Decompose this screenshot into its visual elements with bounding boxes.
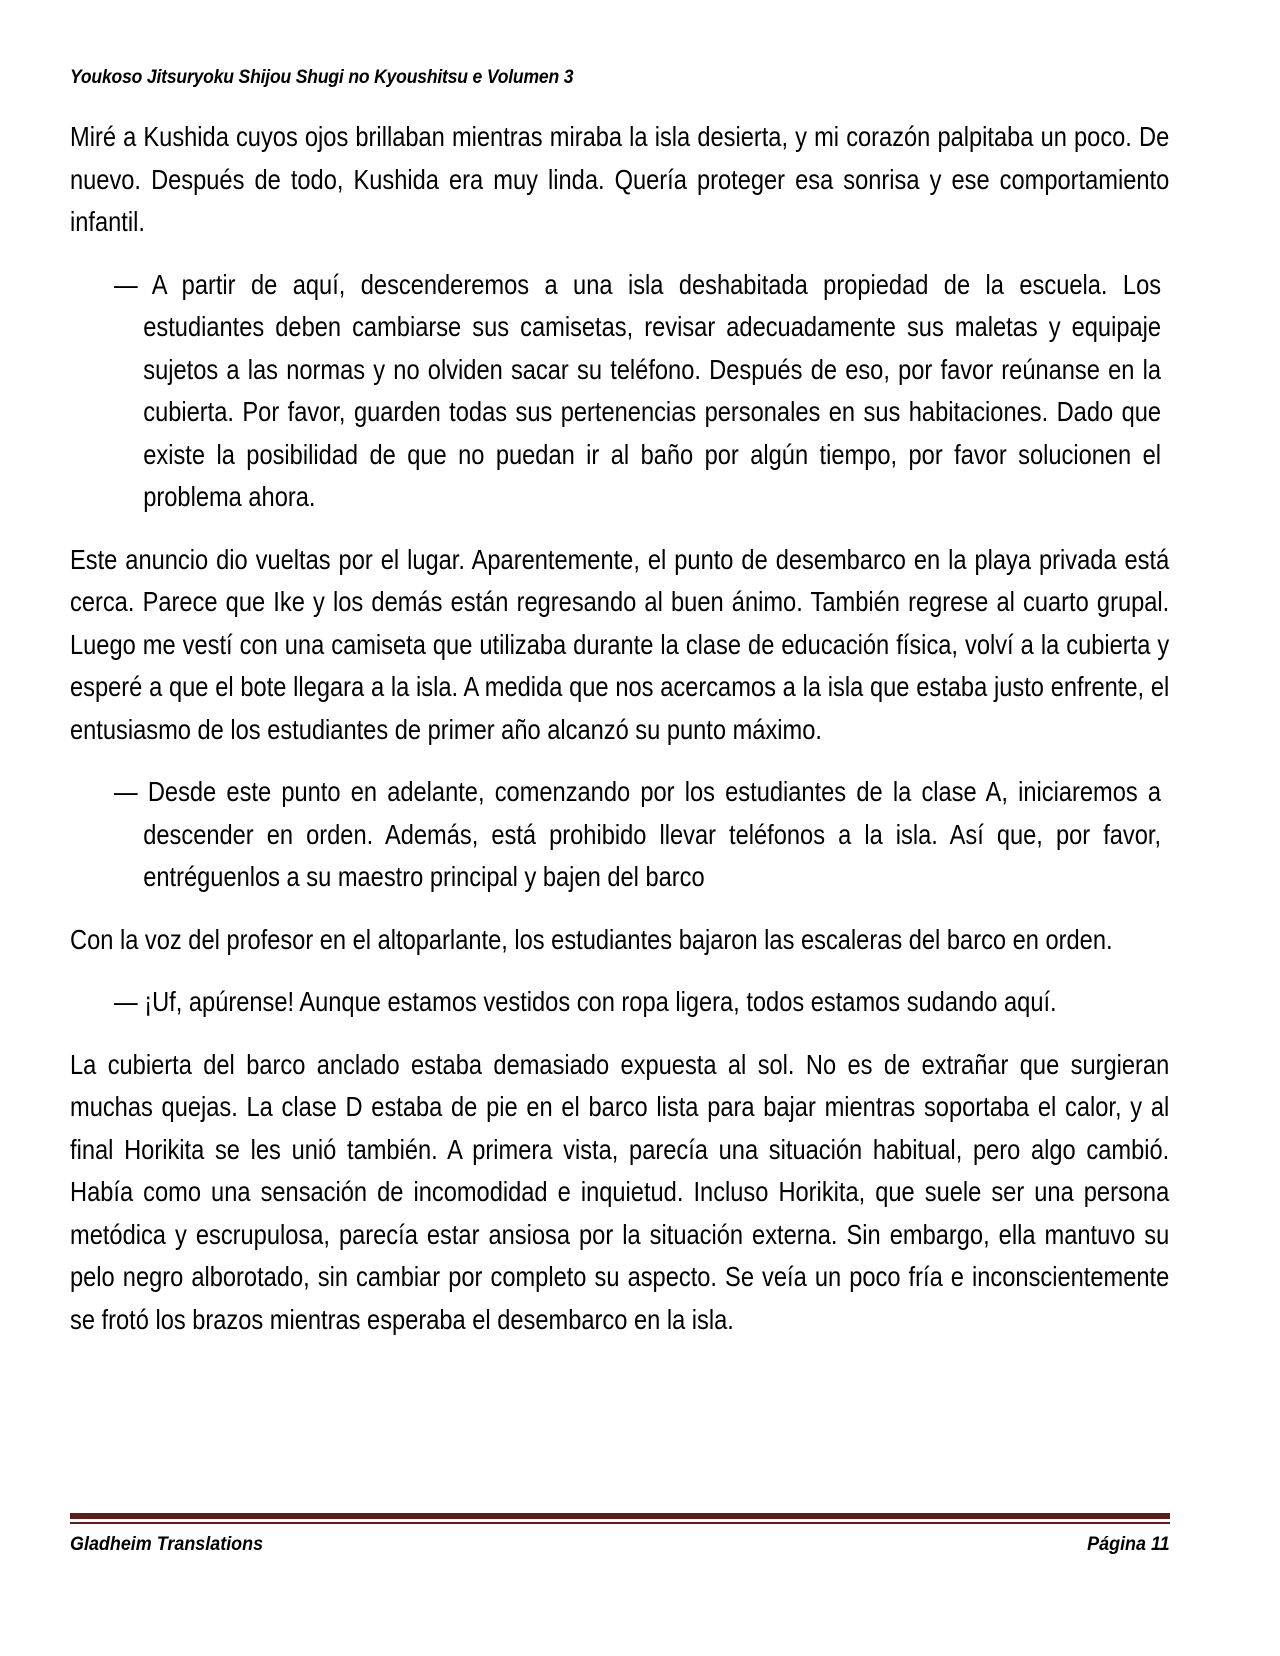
document-header-title: Youkoso Jitsuryoku Shijou Shugi no Kyoushitsu e Volumen 3 (70, 66, 574, 88)
dialogue-block-2 (70, 771, 1170, 899)
document-body (70, 116, 1170, 1341)
dialogue-line-3: — ¡Uf, apúrense! Aunque estamos vestidos con ropa ligera, todos estamos sudando aquí. (114, 986, 1057, 1017)
footer-page-number: Página 11 (1087, 1533, 1170, 1555)
document-footer (70, 1533, 1170, 1556)
footer-rule-thin (70, 1522, 1170, 1524)
paragraph-2: Este anuncio dio vueltas por el lugar. Aparentemente, el punto de desembarco en la playa privada está cerca. Parece que Ike y los demás están regresando al buen ánimo. También regrese al cuarto grupal. Luego me vestí con una camiseta que utilizaba durante la clase de educación física, volví a la cubierta y esperé a que el bote llegara a la isla. A medida que nos acercamos a la isla que estaba justo enfrente, el entusiasmo de los estudiantes de primer año alcanzó su punto máximo. (70, 543, 1170, 745)
footer-divider (70, 1513, 1170, 1524)
dialogue-line-2: — Desde este punto en adelante, comenzando por los estudiantes de la clase A, iniciaremos a descender en orden. Además, está prohibido llevar teléfonos a la isla. Así que, por favor, entréguenlos a su maestro principal y bajen del barco (114, 776, 1162, 892)
paragraph-1: Miré a Kushida cuyos ojos brillaban mientras miraba la isla desierta, y mi corazón palpitaba un poco. De nuevo. Después de todo, Kushida era muy linda. Quería proteger esa sonrisa y ese comportamiento infantil. (70, 121, 1170, 237)
dialogue-block-1 (70, 264, 1170, 519)
dialogue-line-1: — A partir de aquí, descenderemos a una isla deshabitada propiedad de la escuela. Los estudiantes deben cambiarse sus camisetas, revisar adecuadamente sus maletas y equipaje sujetos a las normas y no olviden sacar su teléfono. Después de eso, por favor reúnanse en la cubierta. Por favor, guarden todas sus pertenencias personales en sus habitaciones. Dado que existe la posibilidad de que no puedan ir al baño por algún tiempo, por favor solucionen el problema ahora. (114, 268, 1162, 512)
paragraph-4: La cubierta del barco anclado estaba demasiado expuesta al sol. No es de extrañar que surgieran muchas quejas. La clase D estaba de pie en el barco lista para bajar mientras soportaba el calor, y al final Horikita se les unió también. A primera vista, parecía una situación habitual, pero algo cambió. Había como una sensación de incomodidad e inquietud. Incluso Horikita, que suele ser una persona metódica y escrupulosa, parecía estar ansiosa por la situación externa. Sin embargo, ella mantuvo su pelo negro alborotado, sin cambiar por completo su aspecto. Se veía un poco fría e inconscientemente se frotó los brazos mientras esperaba el desembarco en la isla. (70, 1048, 1170, 1335)
page-content (70, 0, 1170, 1341)
dialogue-block-3 (70, 981, 1170, 1024)
footer-translator-credit: Gladheim Translations (70, 1533, 264, 1555)
paragraph-3: Con la voz del profesor en el altoparlante, los estudiantes bajaron las escaleras del barco en orden. (70, 923, 1113, 955)
